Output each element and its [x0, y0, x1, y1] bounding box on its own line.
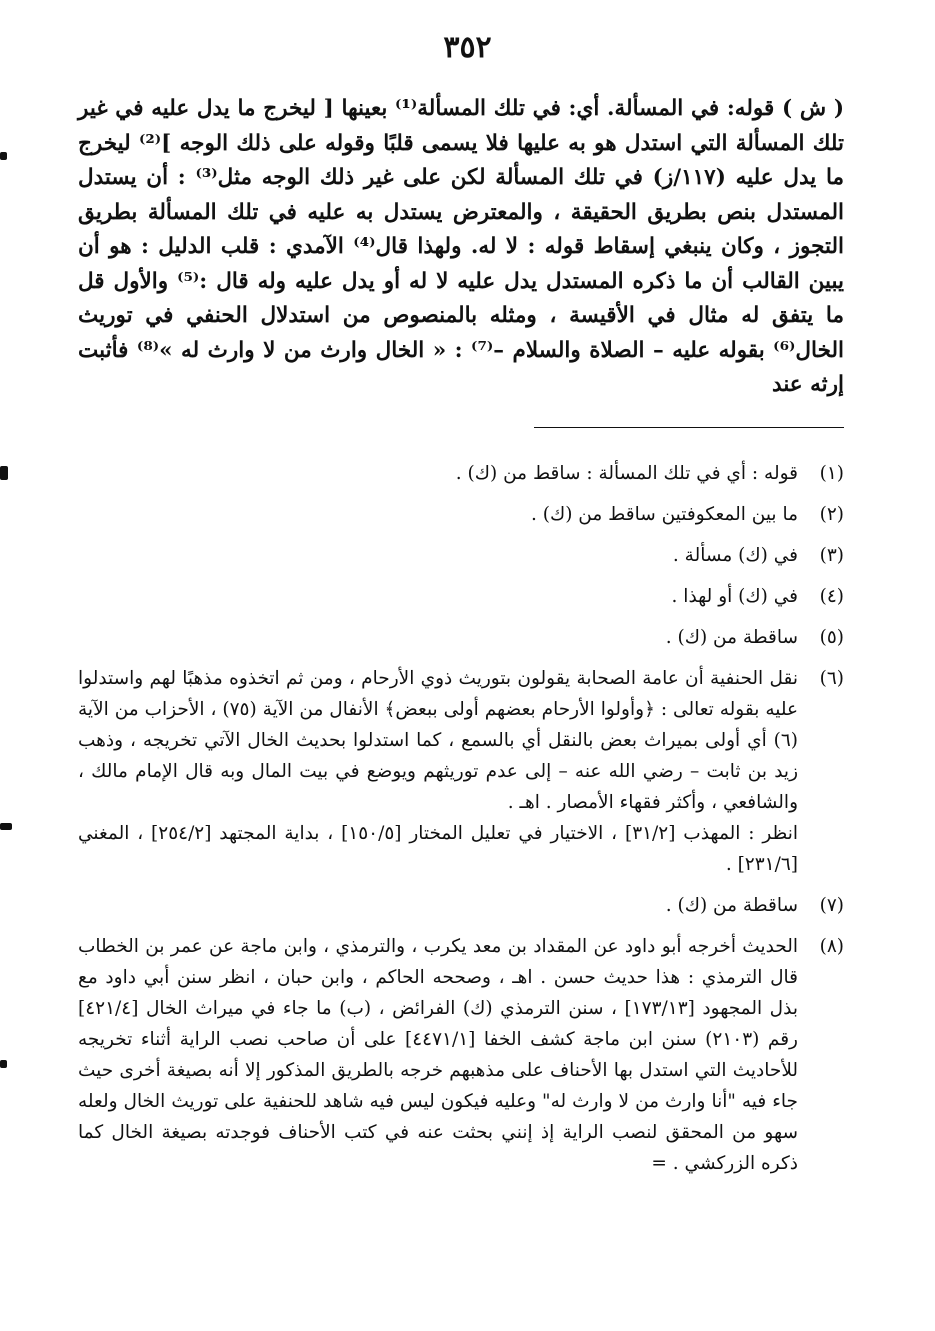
main-paragraph: ( ش ) قوله: في المسألة. أي: في تلك المسألة⁽¹⁾ بعينها [ ليخرج ما يدل عليه في غير تلك المسألة التي استدل هو به عليها فلا يسمى قلبًا وقوله على ذلك الوجه ]⁽²⁾ ليخرج ما يدل عليه (١١٧/ز) في تلك المسألة لكن على غير ذلك الوجه مثل⁽³⁾ : أن يستدل المستدل بنص بطريق الحقيقة ، والمعترض يستدل به عليه في تلك المسألة بطريق التجوز ، وكان ينبغي إسقاط قوله : لا له. ولهذا قال⁽⁴⁾ الآمدي : قلب الدليل : هو أن يبين القالب أن ما ذكره المستدل يدل عليه لا له أو يدل عليه وله قال :⁽⁵⁾ والأول قل ما يتفق له مثال في الأقيسة ، ومثله بالمنصوص من استدلال الحنفي في توريث الخال⁽⁶⁾ بقوله عليه – الصلاة والسلام –⁽⁷⁾ : « الخال وارث من لا وارث له »⁽⁸⁾ فأثبت إرثه عند — [78, 96, 845, 397]
footnote-3 — [78, 540, 844, 571]
scan-edge-mark — [0, 466, 8, 480]
footnote-text: في (ك) أو لهذا . — [671, 586, 798, 607]
footnote-divider — [534, 427, 844, 428]
scan-edge-mark — [0, 823, 12, 830]
footnote-number: (٧) — [819, 895, 844, 916]
footnote-text: في (ك) مسألة . — [672, 545, 798, 566]
footnote-number: (٤) — [819, 586, 844, 607]
footnote-2 — [78, 499, 844, 530]
footnote-7 — [78, 890, 844, 921]
footnote-text: نقل الحنفية أن عامة الصحابة يقولون بتوريث ذوي الأرحام ، ومن ثم اتخذوه مذهبًا لهم واستدلوا عليه بقوله تعالى : ﴿وأولوا الأرحام بعضهم أولى ببعض﴾ الأنفال من الآية (٧٥) ، الأحزاب من الآية (٦) أي أولى بميراث بعض بالنقل أي بالسمع ، كما استدلوا بحديث الخال الآتي تخريجه ، وذهب زيد بن ثابت – رضي الله عنه – إلى عدم توريثهم ويوضع في بيت المال وبه قال الإمام مالك ، والشافعي ، وأكثر فقهاء الأمصار . اهـ . — [78, 668, 798, 813]
scan-edge-mark — [0, 152, 7, 160]
footnote-8 — [78, 931, 844, 1179]
main-text-block — [78, 92, 844, 403]
footnote-number: (١) — [819, 463, 844, 484]
footnote-text: قوله : أي في تلك المسألة : ساقط من (ك) . — [455, 463, 798, 484]
footnote-number: (٦) — [819, 668, 844, 689]
scan-edge-mark — [0, 1060, 7, 1068]
footnote-6 — [78, 663, 844, 880]
footnote-4 — [78, 581, 844, 612]
footnote-number: (٥) — [819, 627, 844, 648]
footnote-number: (٣) — [819, 545, 844, 566]
footnote-number: (٢) — [819, 504, 844, 525]
footnote-5 — [78, 622, 844, 653]
footnote-text: ساقطة من (ك) . — [665, 627, 798, 648]
footnote-text: الحديث أخرجه أبو داود عن المقداد بن معد يكرب ، والترمذي ، وابن ماجة عن عمر بن الخطاب قال الترمذي : هذا حديث حسن . اهـ ، وصححه الحاكم ، وابن حبان ، انظر سنن أبي داود مع بذل المجهود [١٧٣/١٣] ، سنن الترمذي (ك) الفرائض ، (ب) ما جاء في ميراث الخال [٤٢١/٤] رقم (٢١٠٣) سنن ابن ماجة كشف الخفا [٤٤٧١/١] على أن صاحب نصب الراية أثناء تخريجه للأحاديث التي استدل بها الأحناف على مذهبهم خرجه بالطريق المذكور إلا أنه بصيغة أخرى حيث جاء فيه "أنا وارث من لا وارث له" وعليه فيكون ليس فيه شاهد للحنفية على توريث الخال ولعله سهو من المحقق لنصب الراية إذ إنني بحثت عنه في كتب الأحناف فوجدته بصيغة الخال كما ذكره الزركشي . = — [78, 936, 798, 1174]
footnote-text: ساقطة من (ك) . — [665, 895, 798, 916]
footnote-1 — [78, 458, 844, 489]
footnotes — [78, 458, 844, 1189]
footnote-number: (٨) — [819, 936, 844, 957]
page-number: ٣٥٢ — [443, 30, 492, 65]
footnote-references: انظر : المهذب [٣١/٢] ، الاختيار في تعليل المختار [١٥٠/٥] ، بداية المجتهد [٢٥٤/٢] ، المغني [٢٣١/٦] . — [78, 823, 798, 875]
footnote-text: ما بين المعكوفتين ساقط من (ك) . — [530, 504, 798, 525]
